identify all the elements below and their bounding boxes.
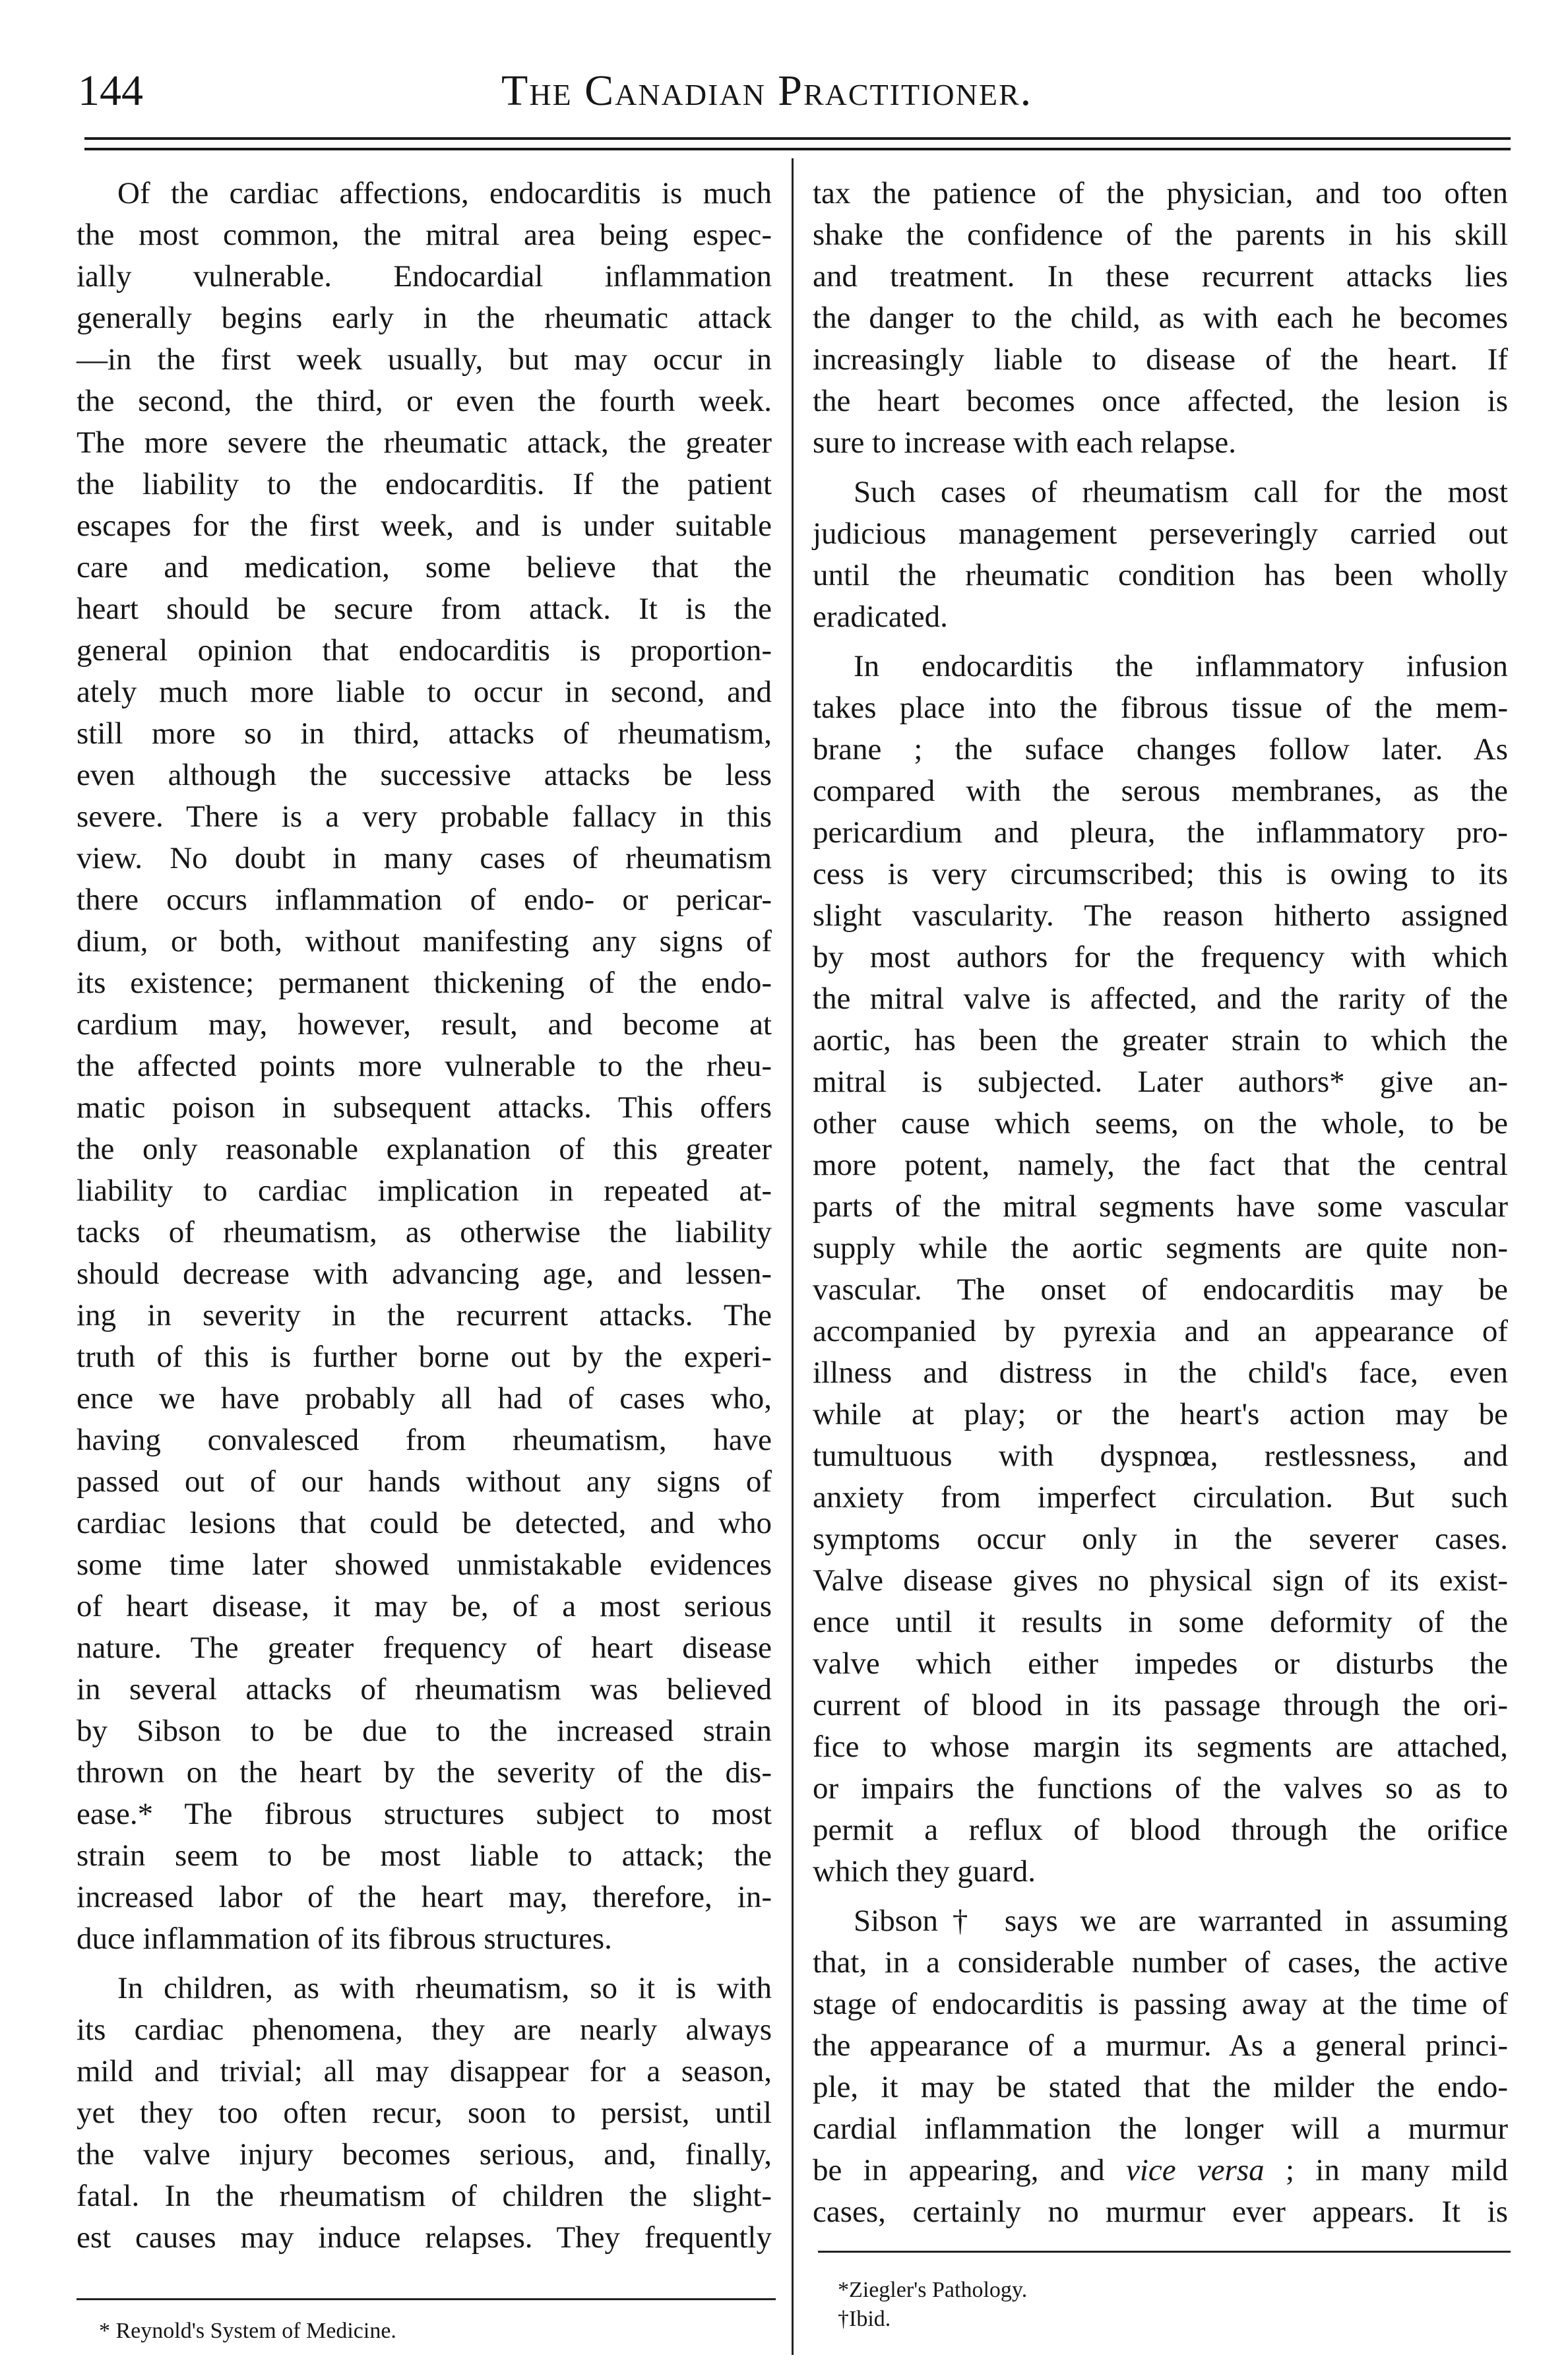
right-footnotes [838,2276,1027,2334]
text-line: dium, or both, without manifesting any signs of [77,924,772,958]
text-line: ially vulnerable. Endocardial inflammation [77,259,772,294]
text-line: tacks of rheumatism, as otherwise the liability [77,1215,772,1249]
text-line: strain seem to be most liable to attack; the [77,1838,772,1873]
text-line: judicious management perseveringly carried out [813,517,1508,551]
text-line: cases, certainly no murmur ever appears. It is [813,2195,1508,2229]
text-line: by most authors for the frequency with which [813,940,1508,974]
text-line: the liability to the endocarditis. If the patient [77,467,772,501]
text-line: eradicated. [813,600,948,634]
text-line: parts of the mitral segments have some vascular [813,1189,1508,1224]
left-footnotes [99,2317,396,2346]
text-line: current of blood in its passage through the ori- [813,1688,1508,1722]
text-line: until the rheumatic condition has been wholly [813,558,1508,592]
text-line: the mitral valve is affected, and the rarity of the [813,982,1508,1016]
text-line: brane ; the suface changes follow later. As [813,732,1508,767]
text-segment: ; in many mild [1264,2153,1508,2187]
text-line: shake the confidence of the parents in his skill [813,218,1508,252]
text-line: which they guard. [813,1854,1036,1889]
text-line: The more severe the rheumatic attack, the greater [77,425,772,460]
text-line: ence we have probably all had of cases who, [77,1381,772,1416]
text-line: other cause which seems, on the whole, to be [813,1106,1508,1141]
text-line: increasingly liable to disease of the heart. If [813,342,1508,377]
left-footnote-rule [77,2298,776,2300]
text-line: and treatment. In these recurrent attacks lies [813,259,1508,294]
text-line: fatal. In the rheumatism of children the slight- [77,2179,772,2213]
text-line: even although the successive attacks be less [77,758,772,792]
text-line: the appearance of a murmur. As a general princi- [813,2028,1508,2063]
paragraph [77,1968,772,2259]
text-line [813,2150,1508,2191]
text-line: nature. The greater frequency of heart disease [77,1631,772,1665]
text-line: anxiety from imperfect circulation. But such [813,1480,1508,1515]
footnote: * Reynold's System of Medicine. [99,2319,396,2343]
footnote: †Ibid. [838,2307,891,2331]
text-line: the danger to the child, as with each he becomes [813,301,1508,335]
text-line: stage of endocarditis is passing away at the time of [813,1987,1508,2021]
text-line: passed out of our hands without any signs of [77,1464,772,1499]
text-line: aortic, has been the greater strain to which the [813,1023,1508,1057]
text-line: ing in severity in the recurrent attacks. The [77,1298,772,1332]
text-line: —in the first week usually, but may occur in [77,342,772,377]
text-line: sure to increase with each relapse. [813,425,1237,460]
text-line: takes place into the fibrous tissue of the mem- [813,691,1508,725]
column-divider [792,158,794,2355]
text-line: liability to cardiac implication in repeated at- [77,1174,772,1208]
text-line: compared with the serous membranes, as the [813,774,1508,808]
text-line: heart should be secure from attack. It is the [77,592,772,626]
paragraph [813,472,1508,638]
paragraph [813,646,1508,1893]
right-footnote-rule [818,2251,1511,2253]
text-line: ple, it may be stated that the milder the endo- [813,2070,1508,2104]
text-line: Sibson† says we are warranted in assuming [854,1904,1508,1938]
text-line: having convalesced from rheumatism, have [77,1423,772,1457]
text-line: duce inflammation of its fibrous structures. [77,1922,612,1956]
text-line: should decrease with advancing age, and lessen- [77,1257,772,1291]
text-line: that, in a considerable number of cases, the active [813,1945,1508,1980]
text-line: Valve disease gives no physical sign of its exist- [813,1563,1508,1598]
right-column [813,173,1508,2241]
text-line: escapes for the first week, and is under suitable [77,509,772,543]
text-line: the valve injury becomes serious, and, finally, [77,2137,772,2172]
text-line: general opinion that endocarditis is proportion- [77,633,772,668]
text-line: its cardiac phenomena, they are nearly always [77,2013,772,2047]
paragraph [77,173,772,1960]
text-line: of heart disease, it may be, of a most serious [77,1589,772,1623]
text-line: cardium may, however, result, and become at [77,1007,772,1042]
text-line: the second, the third, or even the fourth week. [77,384,772,418]
left-column [77,173,772,2267]
text-line: still more so in third, attacks of rheumatism, [77,716,772,751]
text-line: Of the cardiac affections, endocarditis is much [117,176,772,210]
text-line: truth of this is further borne out by the experi- [77,1340,772,1374]
text-line: the heart becomes once affected, the lesion is [813,384,1508,418]
text-line: mild and trivial; all may disappear for a season, [77,2054,772,2088]
header-rule-bottom [84,148,1511,150]
text-line: some time later showed unmistakable evidences [77,1548,772,1582]
text-line: cess is very circumscribed; this is owing to its [813,857,1508,891]
text-line: severe. There is a very probable fallacy in this [77,799,772,834]
text-line: the only reasonable explanation of this greater [77,1132,772,1166]
text-line: ence until it results in some deformity of the [813,1605,1508,1639]
text-line: mitral is subjected. Later authors* give an- [813,1065,1508,1099]
text-line: In endocarditis the inflammatory infusion [854,649,1508,683]
paragraph [813,1900,1508,2233]
text-line: ease.* The fibrous structures subject to most [77,1797,772,1831]
text-line: accompanied by pyrexia and an appearance of [813,1314,1508,1348]
text-line: symptoms occur only in the severer cases. [813,1522,1508,1556]
text-line: tumultuous with dyspnœa, restlessness, and [813,1439,1508,1473]
footnote: *Ziegler's Pathology. [838,2278,1028,2302]
text-line: supply while the aortic segments are quite non- [813,1231,1508,1265]
text-segment: be in appearing, and [813,2153,1126,2187]
text-line: by Sibson to be due to the increased strain [77,1714,772,1748]
text-line: slight vascularity. The reason hitherto assigned [813,898,1508,933]
journal-title: The Canadian Practitioner. [501,67,1033,115]
text-line: pericardium and pleura, the inflammatory pro- [813,815,1508,850]
text-line: the affected points more vulnerable to the rheu- [77,1049,772,1083]
text-line: permit a reflux of blood through the orifice [813,1813,1508,1847]
text-line: generally begins early in the rheumatic attack [77,301,772,335]
text-line: its existence; permanent thickening of the endo- [77,966,772,1000]
text-line: yet they too often recur, soon to persist, until [77,2096,772,2130]
text-line: more potent, namely, the fact that the central [813,1148,1508,1182]
text-line: increased labor of the heart may, therefore, in- [77,1880,772,1914]
paragraph [813,173,1508,464]
text-line: matic poison in subsequent attacks. This offers [77,1090,772,1125]
text-line: Such cases of rheumatism call for the most [854,475,1508,509]
text-line: vascular. The onset of endocarditis may be [813,1272,1508,1307]
text-line: fice to whose margin its segments are attached, [813,1730,1508,1764]
text-line: or impairs the functions of the valves so as to [813,1771,1508,1805]
text-line: illness and distress in the child's face, even [813,1356,1508,1390]
text-line: thrown on the heart by the severity of the dis- [77,1755,772,1790]
text-line: in several attacks of rheumatism was believed [77,1672,772,1707]
text-line: view. No doubt in many cases of rheumatism [77,841,772,875]
text-line: the most common, the mitral area being espec- [77,218,772,252]
text-line: while at play; or the heart's action may be [813,1397,1508,1431]
text-line: there occurs inflammation of endo- or pericar- [77,883,772,917]
text-line: care and medication, some believe that the [77,550,772,584]
text-line: cardial inflammation the longer will a murmur [813,2112,1508,2146]
italic-text: vice versa [1125,2153,1265,2187]
text-line: In children, as with rheumatism, so it is with [117,1971,772,2005]
text-line: cardiac lesions that could be detected, and who [77,1506,772,1540]
header-rule-top [84,137,1511,140]
text-line: est causes may induce relapses. They frequently [77,2220,772,2255]
text-line: tax the patience of the physician, and too often [813,176,1508,210]
page-number: 144 [78,67,143,115]
text-line: ately much more liable to occur in second, and [77,675,772,709]
text-line: valve which either impedes or disturbs the [813,1646,1508,1681]
